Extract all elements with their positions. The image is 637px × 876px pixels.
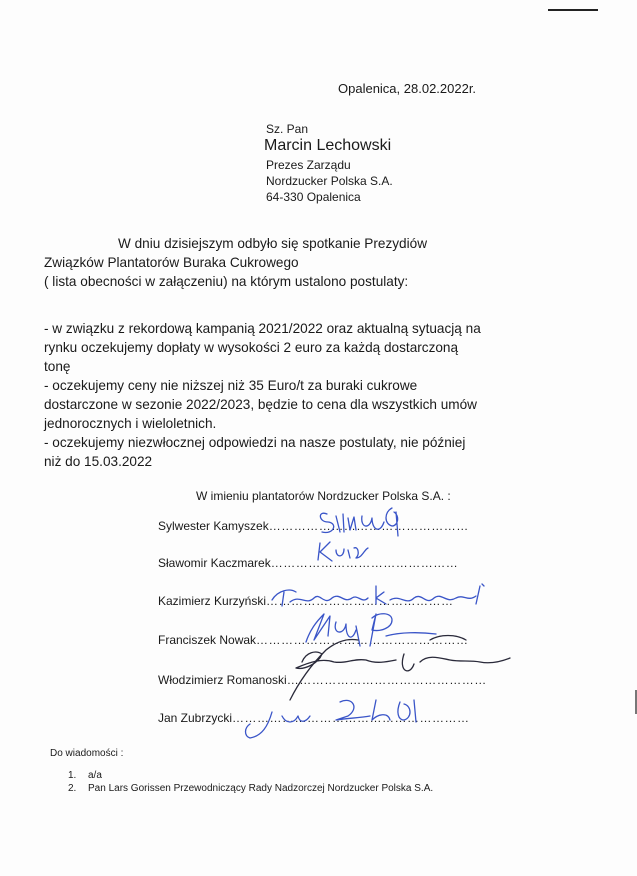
cc-label: Do wiadomości :: [50, 748, 124, 759]
intro-line: W dniu dzisiejszym odbyło się spotkanie Prezydiów: [118, 236, 428, 251]
postulate-line: rynku oczekujemy dopłaty w wysokości 2 euro za każdą dostarczoną: [44, 340, 459, 355]
signature-row: [158, 711, 470, 725]
postulate-line: - oczekujemy niezwłocznej odpowiedzi na nasze postulaty, nie później: [44, 435, 466, 450]
signature-line: ………………………………………: [266, 594, 454, 608]
signer-name: Sławomir Kaczmarek: [158, 556, 271, 570]
postulate-line: dostarczone w sezonie 2022/2023, będzie to cena dla wszystkich umów: [44, 397, 477, 412]
signature-row: [158, 673, 487, 687]
postulate-line: tonę: [44, 359, 71, 374]
cc-item-text: Pan Lars Gorissen Przewodniczący Rady Nadzorczej Nordzucker Polska S.A.: [88, 783, 434, 794]
date-line: Opalenica, 28.02.2022r.: [338, 81, 477, 96]
signature-row: [158, 556, 458, 570]
signature-line: ……………………………………………: [256, 633, 469, 647]
signature-line: …………………………………………: [286, 673, 487, 687]
signer-name: Sylwester Kamyszek: [158, 519, 269, 533]
signer-name: Franciszek Nowak: [158, 633, 257, 647]
signature-line: ………………………………………: [270, 556, 459, 570]
signatures-heading: W imieniu plantatorów Nordzucker Polska S.A. :: [196, 489, 451, 503]
signature-row: [158, 519, 469, 533]
intro-line: ( lista obecności w załączeniu) na którym ustalono postulaty:: [44, 274, 409, 289]
signature-row: [158, 594, 454, 608]
cc-item-number: 2.: [68, 783, 77, 794]
signature-line: …………………………………………………: [232, 711, 470, 725]
postulate-line: niż do 15.03.2022: [44, 454, 153, 469]
addressee-salutation: Sz. Pan: [266, 122, 309, 136]
cc-item-text: a/a: [88, 770, 102, 781]
scan-mark: [548, 9, 598, 11]
postulate-line: - w związku z rekordową kampanią 2021/2022 oraz aktualną sytuacją na: [44, 321, 481, 336]
addressee-company: Nordzucker Polska S.A.: [266, 174, 393, 188]
signature-row: [158, 633, 469, 647]
cc-item-number: 1.: [68, 770, 77, 781]
addressee-postal: 64-330 Opalenica: [266, 190, 361, 204]
postulate-line: - oczekujemy ceny nie niższej niż 35 Euro/t za buraki cukrowe: [44, 378, 418, 393]
addressee-name: Marcin Lechowski: [264, 137, 392, 154]
signer-name: Jan Zubrzycki: [158, 711, 233, 725]
postulate-line: jednorocznych i wieloletnich.: [44, 416, 217, 431]
signer-name: Kazimierz Kurzyński: [158, 594, 267, 608]
intro-line: Związków Plantatorów Buraka Cukrowego: [44, 255, 299, 270]
signer-name: Włodzimierz Romanoski: [158, 673, 287, 687]
addressee-position: Prezes Zarządu: [266, 158, 351, 172]
signature-line: …………………………………………: [268, 519, 469, 533]
